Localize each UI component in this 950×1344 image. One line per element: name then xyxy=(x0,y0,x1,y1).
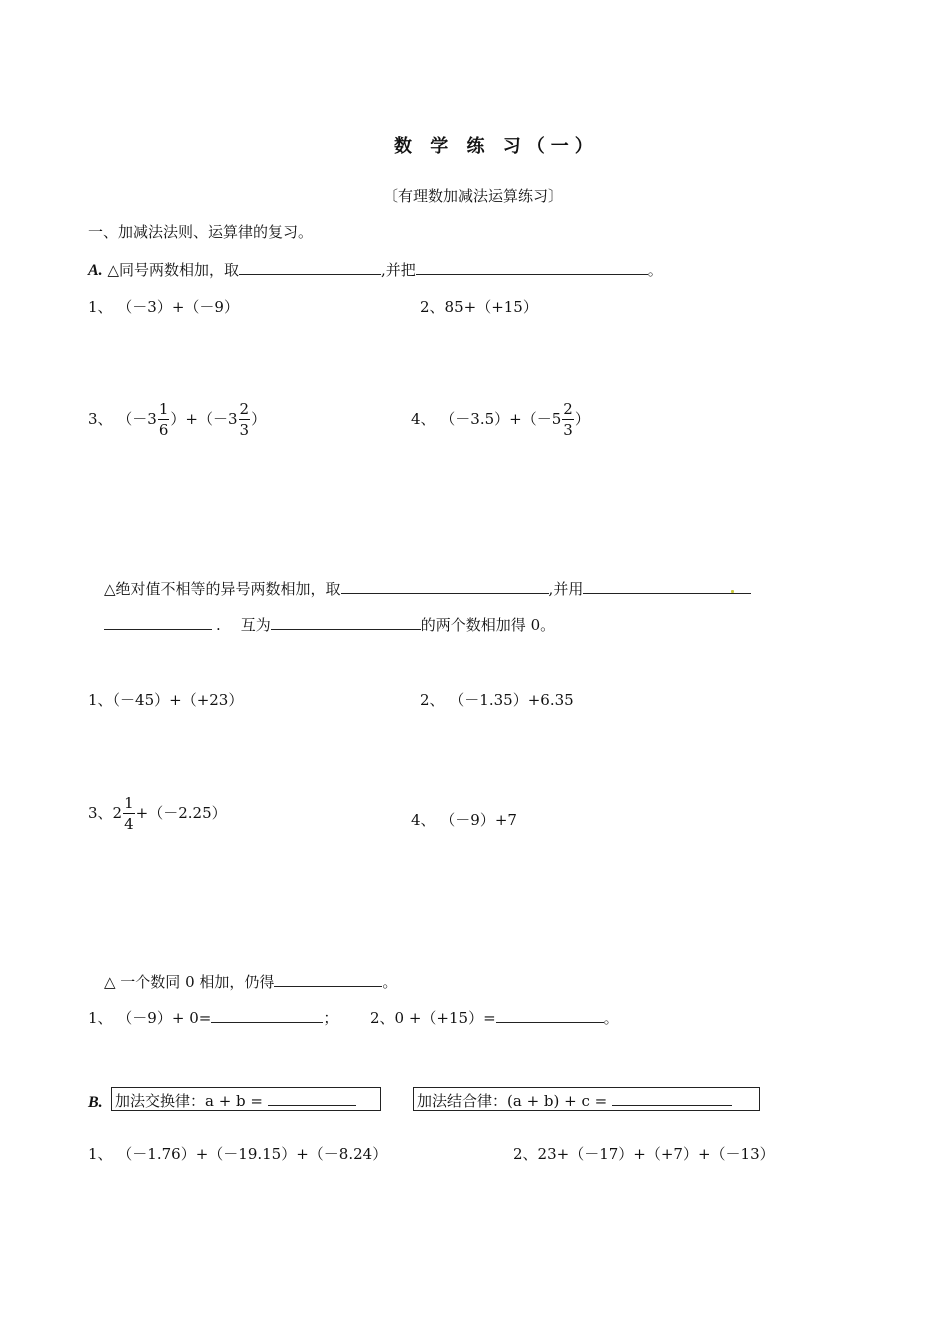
rule-text: 互为 xyxy=(240,616,271,634)
fraction-denominator: 3 xyxy=(563,421,573,439)
part-b-label-text: B. xyxy=(88,1094,103,1111)
fraction xyxy=(562,402,574,438)
commutative-law-box xyxy=(111,1087,381,1111)
question-text: +（－2.25） xyxy=(135,804,227,822)
associative-law-text: 加法结合律：(a + b) + c = xyxy=(417,1092,612,1110)
rule-text: . xyxy=(216,616,221,634)
question-b4: 4、 （－9）+7 xyxy=(411,811,517,829)
section-heading: 一、加减法法则、运算律的复习。 xyxy=(88,223,314,241)
fraction-denominator: 4 xyxy=(124,815,134,833)
question-b2: 2、 （－1.35）+6.35 xyxy=(420,691,574,709)
question-a2: 2、85+（+15） xyxy=(420,298,538,316)
rule-text-2: ,并把 xyxy=(381,261,416,279)
rule-text: 的两个数相加得 0。 xyxy=(420,616,556,634)
question-text: 。 xyxy=(603,1009,619,1027)
question-text: 4、 （－3.5）+（－5 xyxy=(411,410,562,428)
question-b1: 1、（－45）+（+23） xyxy=(88,691,244,709)
fraction-denominator: 3 xyxy=(239,421,250,439)
question-a1: 1、 （－3）+（－9） xyxy=(88,298,239,316)
answer-blank[interactable] xyxy=(416,259,648,275)
question-c1 xyxy=(88,1007,338,1028)
answer-blank[interactable] xyxy=(239,259,381,275)
fraction-numerator: 2 xyxy=(563,400,573,418)
rule-different-sign-cont xyxy=(104,614,555,635)
part-a-label: A. xyxy=(88,262,103,279)
answer-blank[interactable] xyxy=(496,1007,604,1023)
associative-law-box xyxy=(413,1087,760,1111)
fraction-numerator: 2 xyxy=(239,400,250,418)
rule-text: △ 一个数同 0 相加，仍得 xyxy=(104,973,275,991)
answer-blank[interactable] xyxy=(583,578,751,594)
question-d2: 2、23+（－17）+（+7）+（－13） xyxy=(513,1145,775,1163)
rule-same-sign xyxy=(88,259,663,280)
question-text: 3、2 xyxy=(88,804,123,822)
question-text: ； xyxy=(323,1009,339,1027)
fraction xyxy=(239,402,251,438)
fraction-numerator: 1 xyxy=(158,400,169,418)
rule-different-sign xyxy=(104,578,751,599)
fraction-numerator: 1 xyxy=(124,794,134,812)
question-text: 2、0 +（+15）= xyxy=(370,1009,496,1027)
page-subtitle: 〔有理数加减法运算练习〕 xyxy=(383,187,564,205)
question-c2 xyxy=(370,1007,619,1028)
fraction xyxy=(123,796,135,832)
question-text: ）+（－3 xyxy=(170,410,238,428)
rule-text-3: 。 xyxy=(647,261,663,279)
question-text: ） xyxy=(574,410,590,428)
answer-blank[interactable] xyxy=(341,578,549,594)
commutative-law-text: 加法交换律：a + b = xyxy=(115,1092,268,1110)
answer-blank[interactable] xyxy=(271,614,421,630)
stray-mark xyxy=(731,590,734,593)
fraction-denominator: 6 xyxy=(158,421,169,439)
rule-text: 。 xyxy=(382,973,398,991)
rule-add-zero xyxy=(104,971,397,992)
question-a3 xyxy=(88,402,266,438)
rule-text: ,并用 xyxy=(548,580,584,598)
fraction xyxy=(158,402,170,438)
rule-text-1: △同号两数相加，取 xyxy=(107,261,239,279)
answer-blank[interactable] xyxy=(104,614,212,630)
page-title: 数 学 练 习（一） xyxy=(394,136,599,157)
answer-blank[interactable] xyxy=(274,971,382,987)
question-text: 3、 （－3 xyxy=(88,410,157,428)
answer-blank[interactable] xyxy=(268,1090,356,1106)
answer-blank[interactable] xyxy=(211,1007,323,1023)
question-d1: 1、 （－1.76）+（－19.15）+（－8.24） xyxy=(88,1145,388,1163)
part-b-label xyxy=(88,1093,103,1112)
rule-text: △绝对值不相等的异号两数相加，取 xyxy=(104,580,341,598)
question-text: ） xyxy=(251,410,267,428)
question-b3 xyxy=(88,796,227,832)
answer-blank[interactable] xyxy=(612,1090,732,1106)
question-a4 xyxy=(411,402,590,438)
question-text: 1、 （－9）+ 0= xyxy=(88,1009,212,1027)
